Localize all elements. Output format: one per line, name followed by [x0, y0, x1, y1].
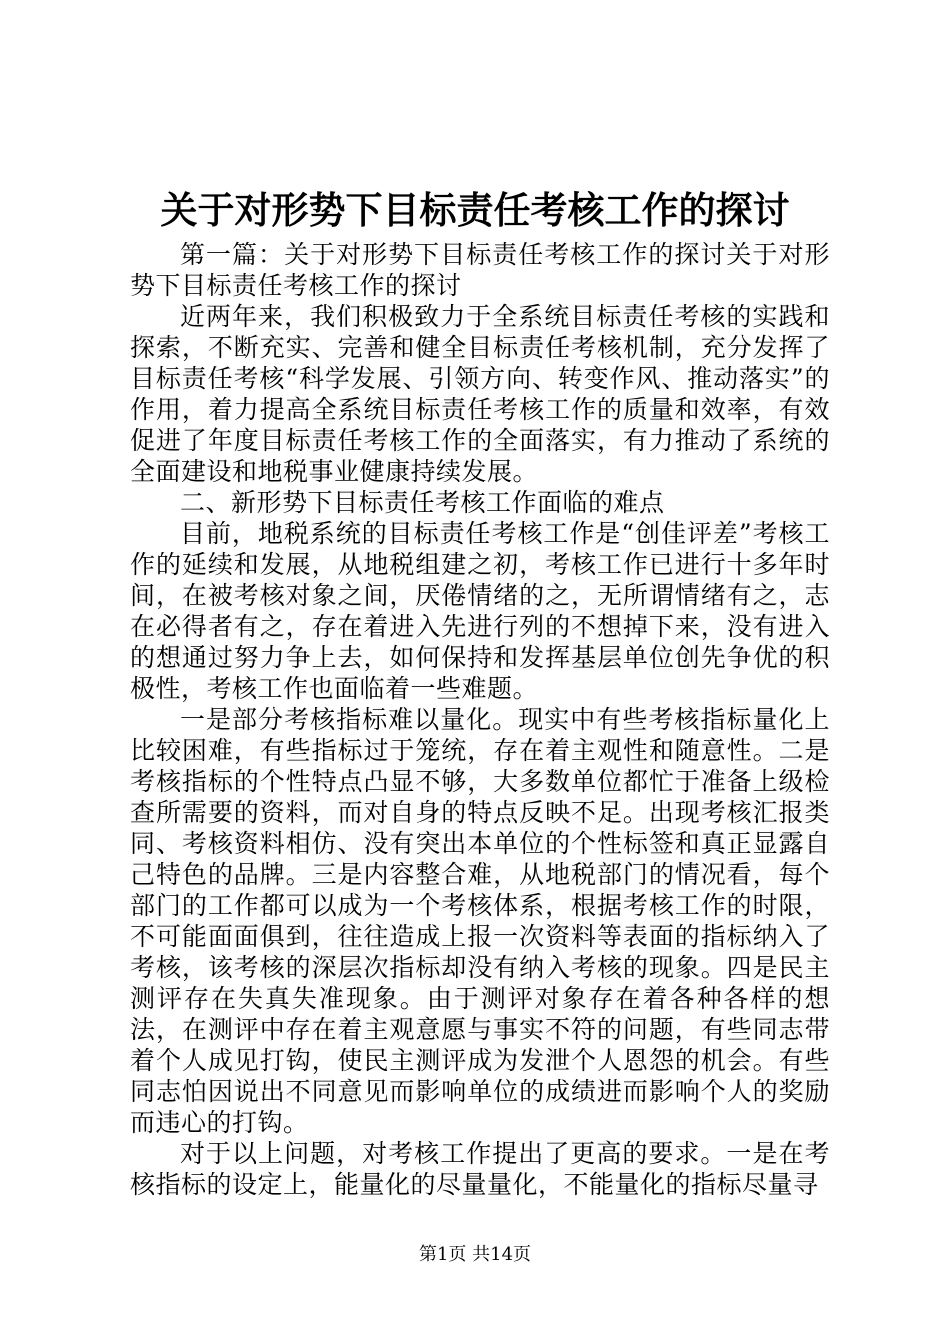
section-heading-difficulties: 二、新形势下目标责任考核工作面临的难点	[180, 488, 665, 517]
paragraph-requirements: 对于以上问题，对考核工作提出了更高的要求。一是在考核指标的设定上，能量化的尽量量化，不能量化的指标尽量寻	[130, 1139, 830, 1199]
paragraph-intro: 第一篇：关于对形势下目标责任考核工作的探讨关于对形势下目标责任考核工作的探讨	[130, 240, 830, 300]
document-body	[130, 239, 830, 1200]
paragraph-problems: 一是部分考核指标难以量化。现实中有些考核指标量化上比较困难，有些指标过于笼统，存在着主观性和随意性。二是考核指标的个性特点凸显不够，大多数单位都忙于准备上级检查所需要的资料，而对自身的特点反映不足。出现考核汇报类同、考核资料相仿、没有突出本单位的个性标签和真正显露自己特色的品牌。三是内容整合难，从地税部门的情况看，每个部门的工作都可以成为一个考核体系，根据考核工作的时限，不可能面面俱到，往往造成上报一次资料等表面的指标纳入了考核，该考核的深层次指标却没有纳入考核的现象。四是民主测评存在失真失准现象。由于测评对象存在着各种各样的想法，在测评中存在着主观意愿与事实不符的问题，有些同志带着个人成见打钩，使民主测评成为发泄个人恩怨的机会。有些同志怕因说出不同意见而影响单位的成绩进而影响个人的奖励而违心的打钩。	[130, 705, 830, 1137]
page-footer: 第1页 共14页	[418, 1244, 532, 1265]
paragraph-background: 近两年来，我们积极致力于全系统目标责任考核的实践和探索，不断充实、完善和健全目标责任考核机制，充分发挥了目标责任考核“科学发展、引领方向、转变作风、推动落实”的作用，着力提高全系统目标责任考核工作的质量和效率，有效促进了年度目标责任考核工作的全面落实，有力推动了系统的全面建设和地税事业健康持续发展。	[130, 302, 830, 486]
document-title: 关于对形势下目标责任考核工作的探讨	[160, 188, 790, 232]
paragraph-current-situation: 目前，地税系统的目标责任考核工作是“创佳评差”考核工作的延续和发展，从地税组建之初，考核工作已进行十多年时间，在被考核对象之间，厌倦情绪的之，无所谓情绪有之，志在必得者有之，存在着进入先进行列的不想掉下来，没有进入的想通过努力争上去，如何保持和发挥基层单位创先争优的积极性，考核工作也面临着一些难题。	[130, 519, 830, 703]
